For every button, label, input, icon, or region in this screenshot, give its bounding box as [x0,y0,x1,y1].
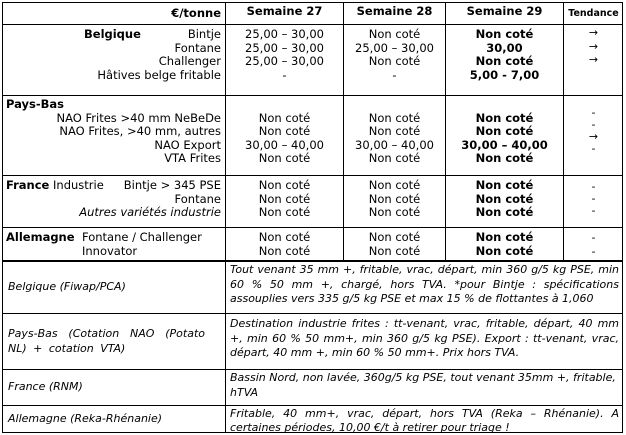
trend-dash-icon: - [591,231,596,244]
variety-label: Bintje > 345 PSE [123,178,221,192]
price-value: Non coté [475,54,534,68]
note-text: Bassin Nord, non lavée, 360g/5 kg PSE, tout venant 35mm +, fritable, hTVA [230,371,616,399]
trend-dash-icon: - [591,118,596,131]
trend-dash-icon: - [591,192,596,205]
price-value: Non coté [368,124,421,138]
price-value: Non coté [475,230,534,244]
note-source [2,314,225,369]
note-source-label: Pays-Bas (Cotation NAO (Potato NL) + cotation VTA) [8,327,205,355]
trend-arrow-icon: → [588,53,599,66]
price-value: Non coté [258,205,311,219]
trend-arrow-icon: → [588,130,599,143]
price-value: 25,00 – 30,00 [245,40,324,55]
trend-dash-icon: - [591,142,596,155]
trend-values [563,96,623,175]
header-row [2,2,623,24]
variety-label: Challenger [158,54,221,68]
trend-values [563,228,623,260]
group-belgique [2,24,623,95]
labels-cell [2,96,225,175]
price-value: Non coté [475,151,534,165]
country-label: Belgique [84,27,141,41]
price-value: 30,00 [486,40,523,55]
group-pays-bas [2,95,623,175]
trend-dash-icon: - [591,244,596,258]
price-value: Non coté [258,243,311,258]
price-value: 30,00 – 40,00 [355,137,434,152]
trend-arrow-icon [564,67,623,81]
variety-label: Hâtives belge fritable [97,67,221,82]
variety-label: Innovator [82,243,138,258]
trend-dash-icon: - [591,180,596,193]
group-allemagne [2,227,623,260]
trend-header: Tendance [563,2,623,24]
labels-cell [2,176,225,227]
note-row-france [2,369,623,405]
variety-label: NAO Export [154,137,221,152]
price-value: Non coté [368,110,421,125]
trend-arrow-icon: → [588,26,599,39]
labels-cell [2,228,225,260]
note-source [2,370,225,405]
labels-cell [2,25,225,95]
unit-header: €/tonne [171,6,221,20]
week-28-values [343,25,445,95]
week-27-values [225,25,343,95]
price-value: Non coté [475,27,534,41]
note-text-cell [225,406,623,433]
note-text: Fritable, 40 mm+, vrac, départ, hors TVA (Reka – Rhénanie). A certaines périodes, 10,00 €/t à retirer pour triage ! [230,407,619,434]
price-value: Non coté [258,124,311,138]
variety-label: Bintje [187,27,221,41]
trend-dash-icon: - [591,106,596,119]
variety-label: Fontane [174,40,221,55]
note-row-allemagne [2,405,623,433]
price-value: Non coté [368,205,421,219]
price-value: Non coté [368,230,421,244]
week-28-header: Semaine 28 [343,2,445,24]
price-value: Non coté [258,230,311,244]
note-source [2,262,225,313]
variety-label: Autres variétés industrie [79,205,221,219]
price-value: Non coté [368,178,421,192]
note-text-cell [225,370,623,405]
group-france [2,175,623,227]
variety-label: NAO Frites >40 mm NeBeDe [56,110,221,125]
week-28-values [343,96,445,175]
price-table [2,2,623,433]
week-29-values [445,96,563,175]
price-value: Non coté [475,205,534,219]
price-value: Non coté [368,27,421,41]
week-27-values [225,176,343,227]
note-source-label: France (RNM) [8,380,83,394]
variety-label: Fontane / Challenger [82,230,202,244]
note-source-label: Belgique (Fiwap/PCA) [8,280,126,294]
price-value: Non coté [475,243,534,258]
price-value: Non coté [475,110,534,125]
price-value: 30,00 – 40,00 [461,137,548,152]
price-value: Non coté [475,191,534,206]
note-row-pays-bas [2,313,623,369]
trend-arrow-icon: → [588,39,599,53]
note-row-belgique [2,260,623,313]
trend-values [563,25,623,95]
price-value: 25,00 – 30,00 [245,54,324,68]
variety-label: Fontane [174,191,221,206]
note-text: Tout venant 35 mm +, fritable, vrac, départ, min 360 g/5 kg PSE, min 60 % 50 mm +, chargé, hors TVA. *pour Bintje : spécifications assouplies vers 335 g/5 kg PSE et max 15 % de flottantes à 1,060 [230,263,619,305]
price-value: Non coté [258,151,311,165]
variety-label: NAO Frites, >40 mm, autres [59,124,221,138]
price-value: - [282,67,287,82]
price-value: Non coté [368,243,421,258]
week-27-header: Semaine 27 [225,2,343,24]
price-value: 25,00 – 30,00 [245,27,324,41]
sub-label: Industrie [53,178,104,192]
price-value: Non coté [258,191,311,206]
price-value: - [392,67,397,82]
week-27-values [225,228,343,260]
country-label: Allemagne [6,230,75,244]
price-value: 30,00 – 40,00 [245,137,324,152]
price-value: Non coté [368,151,421,165]
price-value: Non coté [475,178,534,192]
week-29-header: Semaine 29 [445,2,563,24]
week-29-values [445,25,563,95]
trend-dash-icon: - [591,204,596,217]
price-value: Non coté [258,178,311,192]
note-text-cell [225,262,623,313]
price-value: 25,00 – 30,00 [355,40,434,55]
price-value: Non coté [368,54,421,68]
country-label-group [6,179,104,193]
week-27-values [225,96,343,175]
price-value: 5,00 - 7,00 [469,67,540,82]
week-28-values [343,176,445,227]
note-text-cell [225,314,623,369]
week-28-values [343,228,445,260]
trend-values [563,176,623,227]
variety-label: VTA Frites [164,151,221,165]
price-value: Non coté [368,191,421,206]
country-label: France [6,178,50,192]
week-29-values [445,176,563,227]
price-value: Non coté [475,124,534,138]
note-text: Destination industrie frites : tt-venant, vrac, fritable, départ, 40 mm +, min 60 % 50 mm+, min 360 g/5 kg PSE). Export : tt-venant, vrac, départ, 40 mm +, min 60 % 50 mm+. Prix hors TVA. [230,317,619,359]
country-label: Pays-Bas [6,97,65,111]
note-source [2,406,225,433]
week-29-values [445,228,563,260]
price-value: Non coté [258,110,311,125]
note-source-label: Allemagne (Reka-Rhénanie) [8,412,163,426]
